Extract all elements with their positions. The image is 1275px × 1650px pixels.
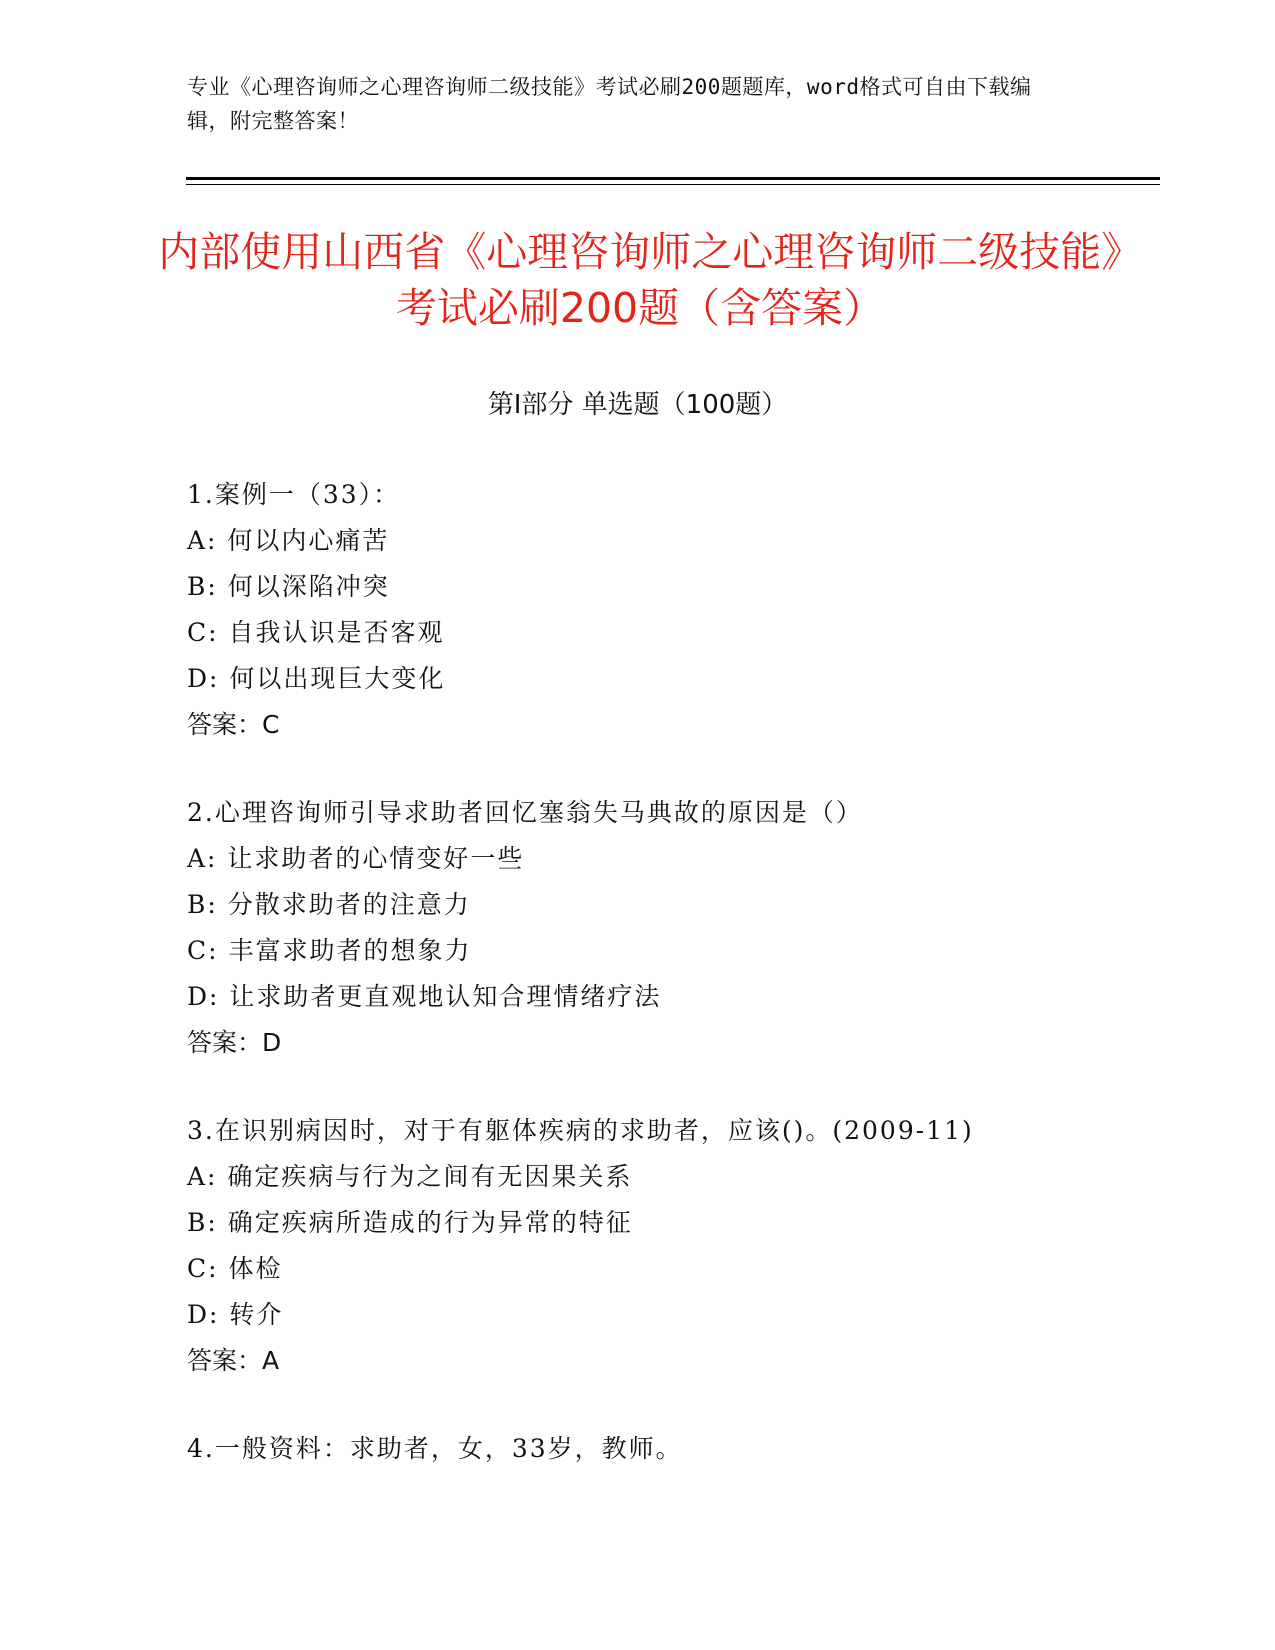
option-c: C: 丰富求助者的想象力 [187, 936, 472, 965]
option-b: B: 何以深陷冲突 [187, 572, 390, 601]
option-c: C: 体检 [187, 1254, 283, 1283]
question-4 [187, 1426, 1087, 1472]
question-1 [187, 472, 1087, 748]
option-d: D: 何以出现巨大变化 [187, 664, 446, 693]
question-stem: 1.案例一（33）： [187, 480, 401, 509]
option-b: B: 分散求助者的注意力 [187, 890, 471, 919]
question-stem: 3.在识别病因时，对于有躯体疾病的求助者，应该()。(2009-11) [187, 1116, 974, 1145]
option-a: A: 让求助者的心情变好一些 [187, 844, 525, 873]
question-stem: 4.一般资料：求助者，女，33岁，教师。 [187, 1434, 683, 1463]
question-2 [187, 790, 1087, 1066]
question-3 [187, 1108, 1087, 1384]
option-b: B: 确定疾病所造成的行为异常的特征 [187, 1208, 633, 1237]
option-d: D: 转介 [187, 1300, 284, 1329]
answer-text: 答案：A [187, 1346, 280, 1375]
answer-text: 答案：D [187, 1028, 282, 1057]
option-c: C: 自我认识是否客观 [187, 618, 445, 647]
header-divider-thick [186, 177, 1160, 180]
answer-text: 答案：C [187, 710, 280, 739]
header-note: 专业《心理咨询师之心理咨询师二级技能》考试必刷200题题库，word格式可自由下载编辑，附完整答案！ [187, 75, 1032, 133]
option-d: D: 让求助者更直观地认知合理情绪疗法 [187, 982, 662, 1011]
option-a: A: 何以内心痛苦 [187, 526, 390, 555]
section-title: 第Ⅰ部分 单选题（100题） [487, 390, 788, 420]
option-a: A: 确定疾病与行为之间有无因果关系 [187, 1162, 633, 1191]
question-stem: 2.心理咨询师引导求助者回忆塞翁失马典故的原因是（） [187, 798, 863, 827]
header-divider-thin [186, 184, 1160, 185]
document-title: 内部使用山西省《心理咨询师之心理咨询师二级技能》考试必刷200题（含答案） [158, 228, 1122, 332]
